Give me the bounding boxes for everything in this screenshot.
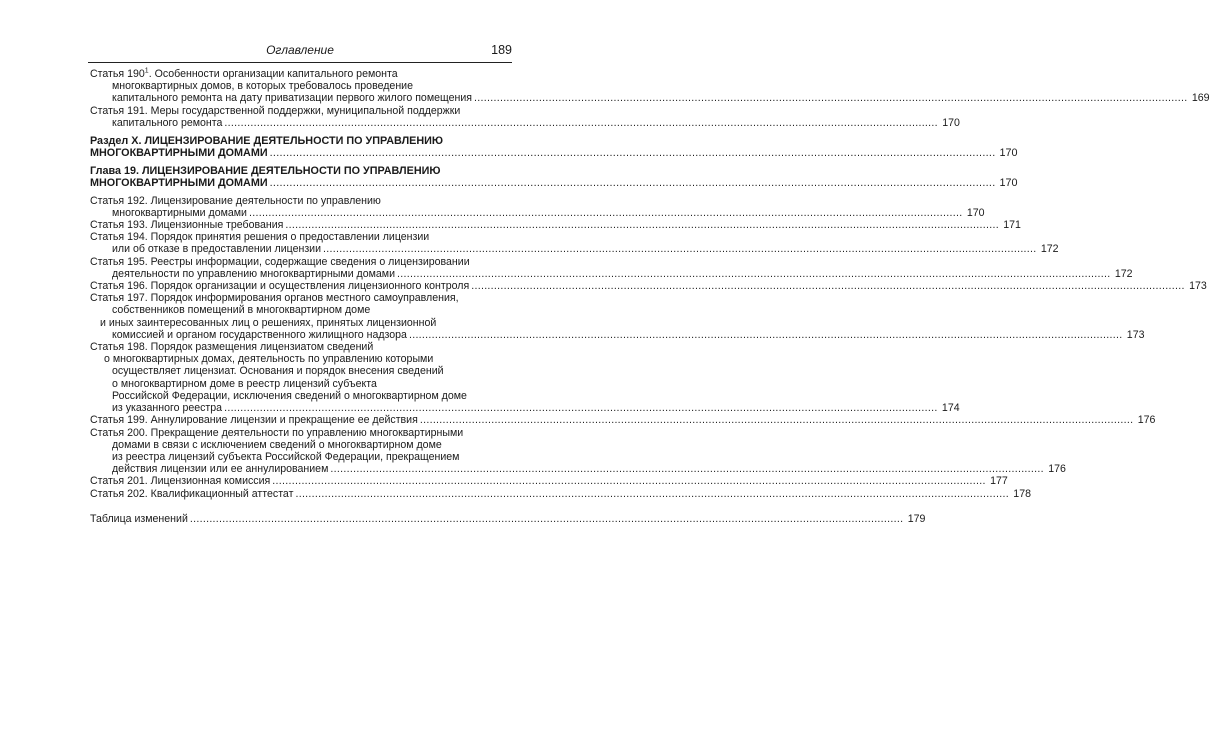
toc-page-number: 172 <box>1040 243 1059 256</box>
toc-line: о многоквартирном доме в реестр лицензий субъекта <box>112 377 377 390</box>
toc-entry-article-190-1[interactable] <box>90 67 1210 105</box>
toc-page-number: 178 <box>1013 487 1031 500</box>
toc-line: из реестра лицензий субъекта Российской Федерации, прекращением <box>112 450 460 463</box>
dot-leader: ............................................................................................................................................................................................................................ <box>323 243 1037 256</box>
toc-text: или об отказе в предоставлении лицензии <box>112 243 322 256</box>
dot-leader: ............................................................................................................................................................................................................................ <box>224 402 938 415</box>
dot-leader: ............................................................................................................................................................................................................................ <box>189 512 904 525</box>
toc-entry-article-201[interactable] <box>90 475 1008 488</box>
running-header <box>88 43 512 61</box>
toc-text: комиссией и органом государственного жилищного надзора <box>112 328 407 341</box>
toc-text: действия лицензии или ее аннулированием <box>112 463 329 476</box>
toc-line: собственников помещений в многоквартирном доме <box>112 304 371 317</box>
toc-entry-article-194[interactable] <box>90 231 1059 256</box>
toc-line-last <box>90 116 960 129</box>
toc-entry-article-197[interactable] <box>90 292 1145 341</box>
toc-page-number: 173 <box>1189 280 1207 293</box>
dot-leader: ............................................................................................................................................................................................................................ <box>471 280 1185 293</box>
toc-page-number: 179 <box>907 512 926 525</box>
toc-line: Статья 194. Порядок принятия решения о предоставлении лицензии <box>90 231 430 244</box>
toc-entry-article-192[interactable] <box>90 194 985 219</box>
superscript: 1 <box>144 67 149 75</box>
running-title: Оглавление <box>266 43 334 57</box>
dot-leader: ............................................................................................................................................................................................................................ <box>224 116 938 129</box>
toc-line: Статья 191. Меры государственной поддержки, муниципальной поддержки <box>90 104 461 117</box>
toc-line-last <box>90 219 1021 232</box>
toc-line-last <box>90 92 1210 105</box>
toc-line-last <box>90 487 1031 500</box>
dot-leader: ............................................................................................................................................................................................................................ <box>285 219 999 232</box>
toc-entry-article-200[interactable] <box>90 426 1066 476</box>
page-number: 189 <box>491 43 512 57</box>
toc-page-number: 174 <box>941 402 960 415</box>
toc-line: Статья 197. Порядок информирования органов местного самоуправления, <box>90 292 459 305</box>
toc-page-number: 170 <box>942 116 960 129</box>
dot-leader: ............................................................................................................................................................................................................................ <box>248 206 963 219</box>
toc-page-number: 172 <box>1114 267 1133 280</box>
toc-text: МНОГОКВАРТИРНЫМИ ДОМАМИ <box>90 147 268 160</box>
toc-page-number: 170 <box>999 147 1018 160</box>
toc-text: Статья 201. Лицензионная комиссия <box>90 475 271 488</box>
toc-entry-section-10[interactable] <box>90 135 1018 160</box>
toc-line <box>90 68 510 80</box>
toc-text: капитального ремонта <box>112 116 223 129</box>
toc-entry-article-195[interactable] <box>90 255 1133 280</box>
toc-line: Статья 195. Реестры информации, содержащие сведения о лицензировании <box>90 255 470 268</box>
toc-entry-article-202[interactable] <box>90 487 1031 500</box>
toc-entry-article-199[interactable] <box>90 414 1156 427</box>
toc-line-last <box>90 512 926 525</box>
toc-text: многоквартирными домами <box>112 206 247 219</box>
toc-line-last <box>90 267 1133 280</box>
toc-entry-article-196[interactable] <box>90 280 1207 293</box>
toc-text: из указанного реестра <box>112 402 223 415</box>
toc-text: капитального ремонта на дату приватизации первого жилого помещения <box>112 92 472 105</box>
toc-page-number: 170 <box>999 177 1018 190</box>
dot-leader: ............................................................................................................................................................................................................................ <box>269 147 996 160</box>
dot-leader: ............................................................................................................................................................................................................................ <box>397 267 1111 280</box>
dot-leader: ............................................................................................................................................................................................................................ <box>295 487 1009 500</box>
toc-line-last <box>90 206 985 219</box>
toc-entry-article-193[interactable] <box>90 219 1021 232</box>
dot-leader: ............................................................................................................................................................................................................................ <box>419 414 1134 427</box>
toc-entry-changes-table[interactable] <box>90 512 926 525</box>
spacer <box>90 500 510 513</box>
toc-page-number: 173 <box>1126 328 1145 341</box>
toc-line: Глава 19. ЛИЦЕНЗИРОВАНИЕ ДЕЯТЕЛЬНОСТИ ПО УПРАВЛЕНИЮ <box>90 164 441 177</box>
toc-line-last <box>90 243 1059 256</box>
toc-line-last <box>90 463 1066 476</box>
toc-page-number: 170 <box>966 206 985 219</box>
toc-entry-article-191[interactable] <box>90 104 960 129</box>
toc-line-last <box>90 402 960 415</box>
toc-page-number: 177 <box>990 475 1008 488</box>
toc-page-number: 176 <box>1137 414 1156 427</box>
toc-text: Статья 193. Лицензионные требования <box>90 219 284 232</box>
toc-line: Статья 192. Лицензирование деятельности по управлению <box>90 194 381 207</box>
toc-line: осуществляет лицензиат. Основания и порядок внесения сведений <box>112 365 444 378</box>
toc-line: Российской Федерации, исключения сведений о многоквартирном доме <box>112 389 467 402</box>
toc-line: Статья 200. Прекращение деятельности по управлению многоквартирными <box>90 426 464 439</box>
toc-page-number: 176 <box>1048 463 1066 476</box>
toc-line: Статья 198. Порядок размещения лицензиатом сведений <box>90 341 374 354</box>
dot-leader: ............................................................................................................................................................................................................................ <box>330 463 1044 476</box>
toc-line: о многоквартирных домах, деятельность по управлению которыми <box>104 353 434 366</box>
toc-line: и иных заинтересованных лиц о решениях, принятых лицензионной <box>100 316 437 329</box>
toc-line-last <box>90 177 1018 190</box>
toc-text: Статья 190 <box>90 68 145 80</box>
toc-text: Статья 196. Порядок организации и осуществления лицензионного контроля <box>90 280 470 293</box>
dot-leader: ............................................................................................................................................................................................................................ <box>474 92 1188 105</box>
toc-text: деятельности по управлению многоквартирными домами <box>112 267 395 280</box>
toc-page-number: 171 <box>1003 219 1021 232</box>
toc-text: . Особенности организации капитального ремонта <box>148 68 398 80</box>
toc-text: Статья 199. Аннулирование лицензии и прекращение ее действия <box>90 414 418 427</box>
toc-line: многоквартирных домов, в которых требовалось проведение <box>112 80 413 93</box>
dot-leader: ............................................................................................................................................................................................................................ <box>272 475 986 488</box>
toc-page-number: 169 <box>1191 92 1210 105</box>
table-of-contents <box>90 67 1210 525</box>
toc-entry-chapter-19[interactable] <box>90 164 1018 190</box>
toc-line-last <box>90 147 1018 160</box>
toc-text: Статья 202. Квалификационный аттестат <box>90 487 294 500</box>
toc-entry-article-198[interactable] <box>90 341 960 415</box>
toc-line: Раздел X. ЛИЦЕНЗИРОВАНИЕ ДЕЯТЕЛЬНОСТИ ПО УПРАВЛЕНИЮ <box>90 135 444 148</box>
toc-line: домами в связи с исключением сведений о многоквартирном доме <box>112 438 442 451</box>
toc-line-last <box>90 475 1008 488</box>
toc-line-last <box>90 280 1207 293</box>
dot-leader: ............................................................................................................................................................................................................................ <box>408 328 1123 341</box>
toc-text: Таблица изменений <box>90 512 188 525</box>
dot-leader: ............................................................................................................................................................................................................................ <box>269 177 996 190</box>
toc-line-last <box>90 414 1156 427</box>
header-rule <box>88 62 512 63</box>
toc-line-last <box>90 328 1145 341</box>
toc-text: МНОГОКВАРТИРНЫМИ ДОМАМИ <box>90 177 268 190</box>
